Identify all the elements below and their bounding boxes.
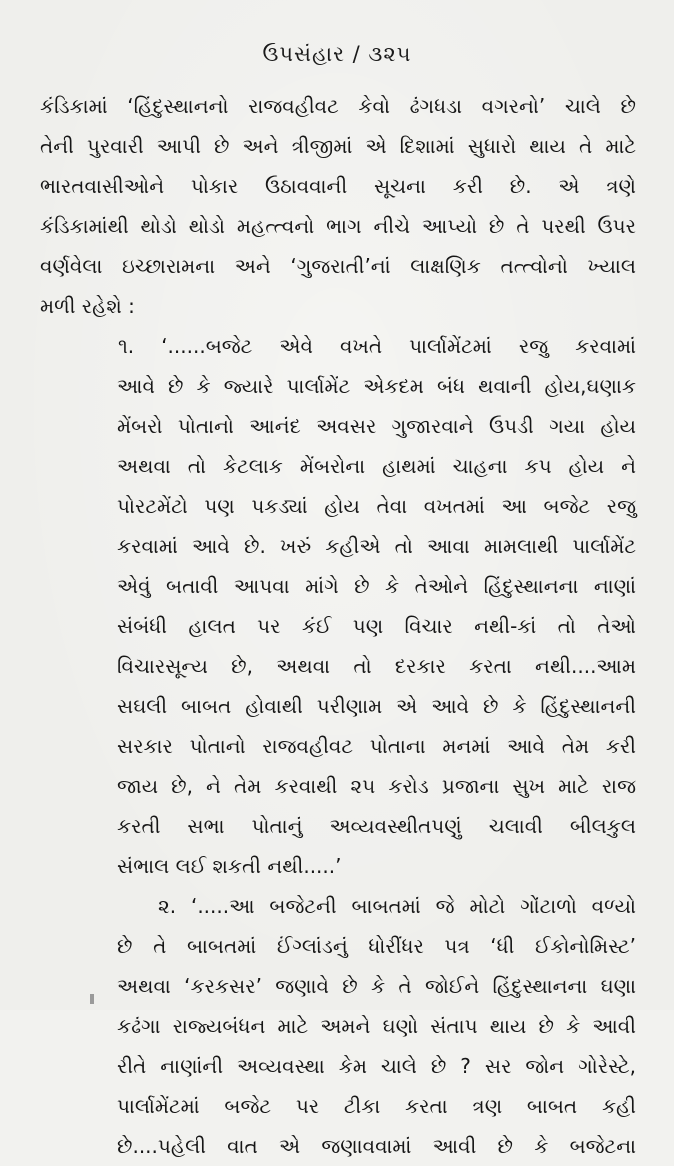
- text-line: છે તે બાબતમાં ઈંગ્લાંડનું ધોરીંધર પત્ર ‘ધી ઈકોનોમિસ્ટ’: [117, 934, 636, 958]
- quote-2-first-line: ૨. ‘.....આ બજેટની બાબતમાં જે મોટો ગોંટાળો વળ્યો: [158, 894, 636, 918]
- body-text: [40, 86, 636, 1166]
- text-line: એવું બતાવી આપવા માંગે છે કે તેઓને હિંદુસ્થાનના નાણાં: [117, 574, 636, 598]
- text-line: વર્ણવેલા ઇચ્છારામના અને ‘ગુજરાતી’નાં લાક્ષણિક તત્ત્વોનો ખ્યાલ: [40, 254, 636, 278]
- text-line: કરવામાં આવે છે. ખરું કહીએ તો આવા મામલાથી પાર્લામેંટ: [117, 534, 636, 558]
- text-line: અથવા તો કેટલાક મેંબરોના હાથમાં ચાહના કપ હોય ને: [117, 454, 636, 478]
- running-header: ઉપસંહાર / ૩૨૫: [262, 42, 412, 66]
- page-edge-mark: [90, 994, 94, 1004]
- text-line: મેંબરો પોતાનો આનંદ અવસર ગુજારવાને ઉપડી ગયા હોય: [117, 414, 636, 438]
- text-line: પાર્લામેંટમાં બજેટ પર ટીકા કરતા ત્રણ બાબત કહી: [117, 1094, 636, 1118]
- text-line: સઘલી બાબત હોવાથી પરીણામ એ આવે છે કે હિંદુસ્થાનની: [117, 694, 636, 718]
- text-line: વિચારસૂન્ય છે, અથવા તો દરકાર કરતા નથી....આમ: [117, 654, 636, 678]
- text-line: કંડિકામાં ‘હિંદુસ્થાનનો રાજવહીવટ કેવો ઢંગધડા વગરનો’ ચાલે છે: [40, 94, 636, 118]
- text-line: અથવા ‘કરકસર’ જણાવે છે કે તે જોઈને હિંદુસ્થાનના ઘણા: [117, 974, 636, 998]
- text-line: તેની પુરવારી આપી છે અને ત્રીજીમાં એ દિશામાં સુધારો થાય તે માટે: [40, 134, 636, 158]
- text-line: ભારતવાસીઓને પોકાર ઉઠાવવાની સૂચના કરી છે. એ ત્રણે: [40, 174, 636, 198]
- quote-1-first-line: ૧. ‘......બજેટ એવે વખતે પાર્લામેંટમાં રજુ કરવામાં: [118, 334, 636, 358]
- text-line: પોરટમેંટો પણ પકડ્યાં હોય તેવા વખતમાં આ બજેટ રજુ: [117, 494, 636, 518]
- text-line: કઢંગા રાજ્યબંધન માટે અમને ઘણો સંતાપ થાય છે કે આવી: [117, 1014, 636, 1038]
- text-line: કરતી સભા પોતાનું અવ્યવસ્થીતપણું ચલાવી બીલકુલ: [117, 814, 636, 838]
- text-line: કંડિકામાંથી થોડો થોડો મહત્ત્વનો ભાગ નીચે આપ્યો છે તે પરથી ઉપર: [40, 214, 636, 238]
- text-line: સંભાલ લઈ શકતી નથી.....’: [117, 854, 342, 878]
- text-line: મળી રહેશે :: [40, 294, 135, 318]
- text-line: રીતે નાણાંની અવ્યવસ્થા કેમ ચાલે છે ? સર જોન ગોરેસ્ટે,: [117, 1054, 636, 1078]
- text-line: આવે છે કે જ્યારે પાર્લામેંટ એકદમ બંધ થવાની હોય,ઘણાક: [117, 374, 636, 398]
- text-line: સંબંધી હાલત પર કંઈ પણ વિચાર નથી-કાં તો તેઓ: [117, 614, 636, 638]
- text-line: જાય છે, ને તેમ કરવાથી ૨૫ કરોડ પ્રજાના સુખ માટે રાજ: [117, 774, 636, 798]
- text-line: છે....પહેલી વાત એ જણાવવામાં આવી છે કે બજેટના: [117, 1134, 636, 1158]
- text-line: સરકાર પોતાનો રાજવહીવટ પોતાના મનમાં આવે તેમ કરી: [117, 734, 636, 758]
